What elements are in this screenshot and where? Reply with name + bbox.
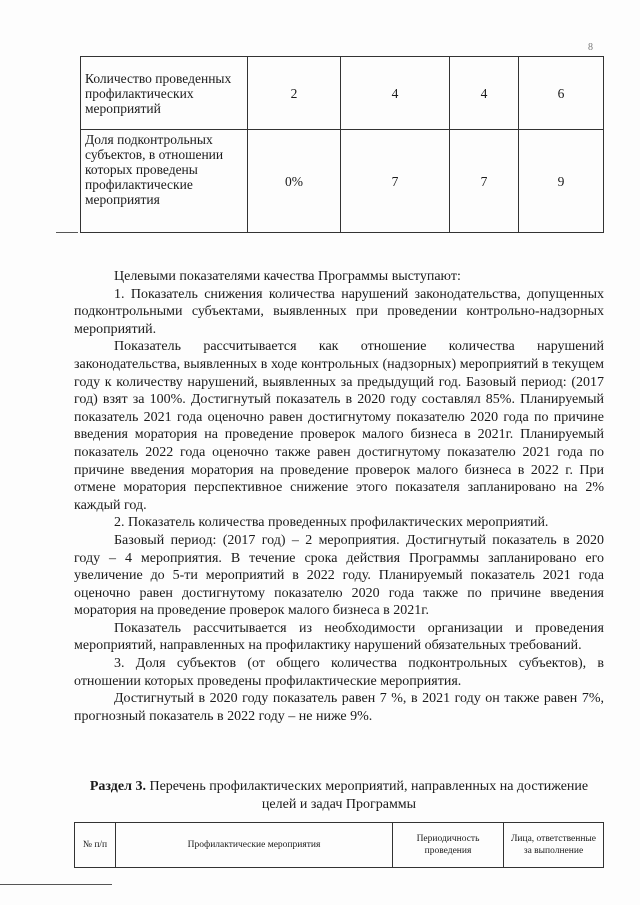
column-header-responsible: Лица, ответственные за выполнение [504,823,604,868]
paragraph: Показатель рассчитывается как отношение количества нарушений законодательства, выявленных в ходе контрольных (надзорных) мероприятий в текущем году к количеству нарушений, выявленных за предыдущий год. Базовый период: (2017 год) взят за 100%. Достигнутый показатель в 2020 году составлял 85%. Планируемый показатель 2021 года оценочно равен достигнутому показателю 2020 года по причине введения моратория на проведение проверок малого бизнеса в 2021г. Планируемый показатель 2022 года оценочно также равен достигнутому показателю 2021 года по причине введения моратория на проведение проверок малого бизнеса в 2022 г. При отмене моратория перспективное снижение этого показателя запланировано на 2% каждый год. [74,339,604,513]
table-cell: 7 [341,130,450,233]
table-cell: 6 [519,57,604,130]
table-cell: 0% [248,130,341,233]
paragraph: 2. Показатель количества проведенных профилактических мероприятий. [114,515,549,531]
column-header-activities: Профилактические мероприятия [116,823,393,868]
column-header-number: № п/п [75,823,116,868]
row-label: Доля подконтрольных субъектов, в отношении которых проведены профилактические мероприятия [81,130,248,233]
activities-table [74,822,604,868]
table-row [81,57,604,130]
row-label: Количество проведенных профилактических мероприятий [81,57,248,130]
table-edge-line [56,232,78,233]
body-text [74,268,604,725]
footnote-line [0,884,112,885]
page-number: 8 [588,42,593,53]
section-label: Раздел 3. [89,779,146,794]
paragraph: 3. Доля субъектов (от общего количества подконтрольных субъектов), в отношении которых проведены профилактические мероприятия. [74,656,604,689]
paragraph: Базовый период: (2017 год) – 2 мероприятия. Достигнутый показатель в 2020 году – 4 мероприятия. В течение срока действия Программы запланировано его увеличение до 5-ти мероприятий в 2022 году. Планируемый показатель 2021 года оценочно равен достигнутому показателю 2020 года также по причине введения моратория на проведение проверок малого бизнеса в 2021г. [74,532,604,619]
paragraph: Показатель рассчитывается из необходимости организации и проведения мероприятий, направленных на профилактику нарушений обязательных требований. [74,620,604,654]
table-cell: 7 [450,130,519,233]
section-title: Перечень профилактических мероприятий, направленных на достижение целей и задач Программы [149,779,589,812]
table-cell: 4 [341,57,450,130]
paragraph: Достигнутый в 2020 году показатель равен 7 %, в 2021 году он также равен 7%, прогнозный показатель в 2022 году – не ниже 9%. [74,691,604,724]
paragraph: 1. Показатель снижения количества нарушений законодательства, допущенных подконтрольными субъектами, выявленных при проведении контрольно-надзорных мероприятий. [74,286,604,337]
table-cell: 2 [248,57,341,130]
section-heading [74,778,604,814]
table-cell: 4 [450,57,519,130]
table-cell: 9 [519,130,604,233]
table-header-row [75,823,604,868]
paragraph: Целевыми показателями качества Программы выступают: [114,269,461,284]
table-row [81,130,604,233]
column-header-periodicity: Периодичность проведения [393,823,504,868]
indicators-table [80,56,604,233]
